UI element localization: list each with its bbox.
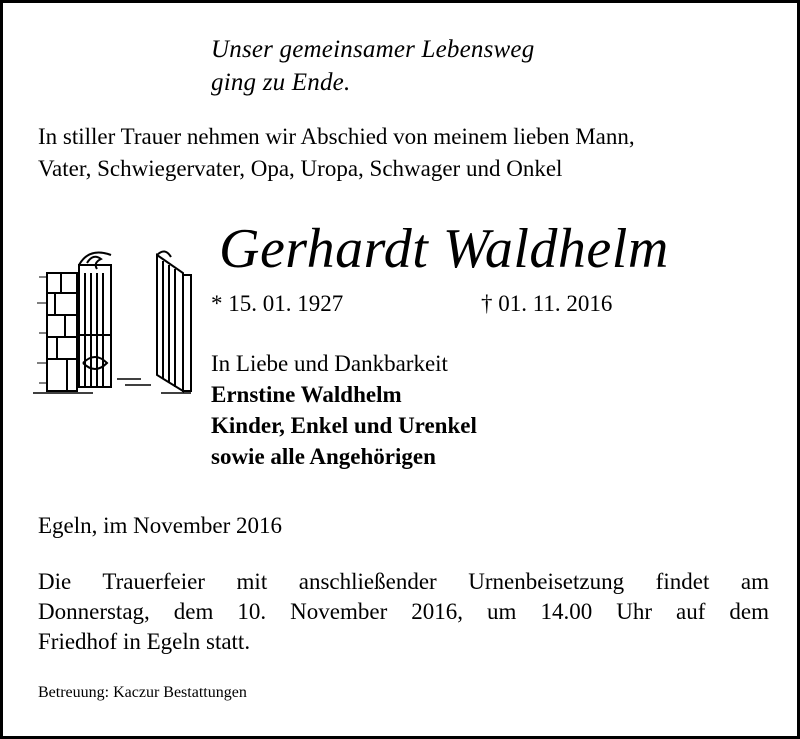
notice-line-3: Friedhof in Egeln statt.	[38, 629, 251, 654]
notice-line-2: Donnerstag, dem 10. November 2016, um 14.00 Uhr auf dem	[38, 599, 769, 624]
mourner-relatives: sowie alle Angehörigen	[211, 444, 436, 469]
birth-date: * 15. 01. 1927	[211, 291, 344, 316]
motto-line-2: ging zu Ende.	[211, 69, 351, 96]
mourners-intro: In Liebe und Dankbarkeit	[211, 351, 448, 376]
mourners	[211, 348, 477, 472]
place-date: Egeln, im November 2016	[38, 513, 283, 538]
notice-line-1: Die Trauerfeier mit anschließender Urnenbeisetzung findet am	[38, 569, 769, 594]
mourner-spouse: Ernstine Waldhelm	[211, 382, 402, 407]
motto-line-1: Unser gemeinsamer Lebensweg	[211, 36, 535, 63]
funeral-home-credit: Betreuung: Kaczur Bestattungen	[38, 684, 247, 701]
funeral-notice	[38, 567, 769, 657]
intro-text	[38, 121, 778, 185]
open-gate-illustration-icon	[31, 243, 193, 398]
motto	[211, 33, 534, 99]
intro-line-1: In stiller Trauer nehmen wir Abschied von meinem lieben Mann,	[38, 124, 635, 149]
intro-line-2: Vater, Schwiegervater, Opa, Uropa, Schwager und Onkel	[38, 156, 563, 181]
death-date: † 01. 11. 2016	[481, 291, 613, 316]
deceased-name: Gerhardt Waldhelm	[219, 218, 669, 280]
mourner-family: Kinder, Enkel und Urenkel	[211, 413, 477, 438]
